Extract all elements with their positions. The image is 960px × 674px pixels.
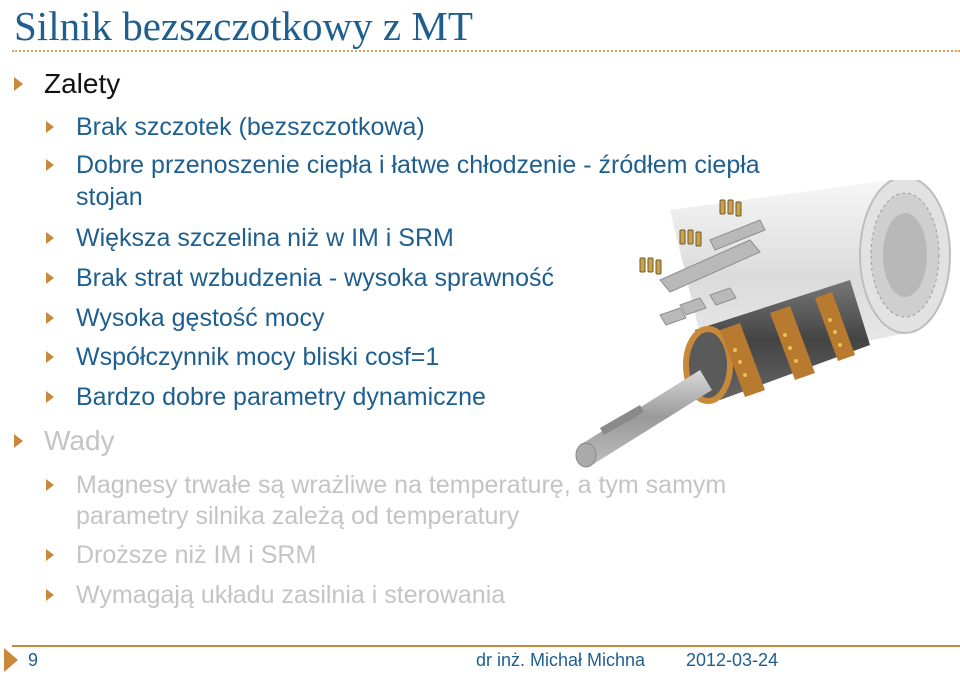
motor-exploded-illustration bbox=[560, 180, 960, 480]
advantage-item: Większa szczelina niż w IM i SRM bbox=[76, 224, 454, 252]
bullet-arrow-icon bbox=[46, 479, 54, 491]
bullet-arrow-icon bbox=[46, 232, 54, 244]
title-divider bbox=[12, 50, 960, 52]
disadvantage-item-continuation: parametry silnika zależą od temperatury bbox=[76, 502, 520, 530]
disadvantage-item: Magnesy trwałe są wrażliwe na temperaturę, a tym samym bbox=[76, 471, 727, 499]
footer-divider bbox=[12, 645, 960, 647]
advantage-item: Współczynnik mocy bliski cosf=1 bbox=[76, 343, 440, 371]
bullet-arrow-icon bbox=[46, 549, 54, 561]
bullet-arrow-icon bbox=[46, 312, 54, 324]
page-number: 9 bbox=[28, 650, 39, 670]
slide-title: Silnik bezszczotkowy z MT bbox=[14, 3, 473, 49]
bullet-arrow-icon bbox=[46, 589, 54, 601]
advantage-item: Brak szczotek (bezszczotkowa) bbox=[76, 113, 425, 141]
bullet-arrow-icon bbox=[14, 434, 23, 448]
advantage-item: Wysoka gęstość mocy bbox=[76, 304, 325, 332]
footer-author: dr inż. Michał Michna bbox=[476, 650, 646, 670]
disadvantages-heading: Wady bbox=[44, 425, 115, 456]
advantage-item: Dobre przenoszenie ciepła i łatwe chłodzenie - źródłem ciepła bbox=[76, 151, 760, 179]
disadvantage-item: Wymagają układu zasilnia i sterowania bbox=[76, 581, 506, 609]
disadvantage-item: Droższe niż IM i SRM bbox=[76, 541, 317, 569]
bullet-arrow-icon bbox=[46, 121, 54, 133]
shaft bbox=[576, 370, 712, 467]
bullet-arrow-icon bbox=[46, 391, 54, 403]
bullet-arrow-icon bbox=[46, 159, 54, 171]
footer-date: 2012-03-24 bbox=[686, 650, 779, 670]
advantage-item: Brak strat wzbudzenia - wysoka sprawność bbox=[76, 264, 554, 292]
bullet-arrow-icon bbox=[46, 351, 54, 363]
page-marker-icon bbox=[4, 648, 18, 672]
advantages-heading: Zalety bbox=[44, 68, 121, 99]
advantage-item-continuation: stojan bbox=[76, 183, 143, 211]
bullet-arrow-icon bbox=[46, 272, 54, 284]
bullet-arrow-icon bbox=[14, 77, 23, 91]
advantage-item: Bardzo dobre parametry dynamiczne bbox=[76, 383, 486, 411]
